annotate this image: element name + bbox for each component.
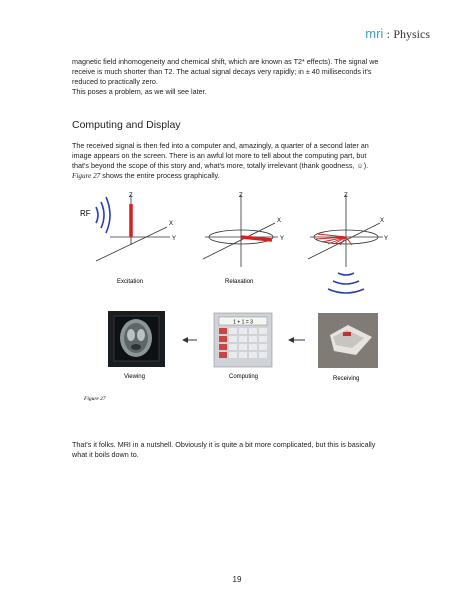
header-subtitle: Physics (393, 27, 430, 41)
section-line: image appears on the screen. There is an awful lot more to tell about the computing part, but (72, 151, 367, 160)
header-separator: : (386, 27, 390, 41)
intro-line: magnetic field inhomogeneity and chemical shift, which are known as T2* effects). The signal we (72, 57, 379, 66)
rf-wave-icon (96, 197, 110, 233)
intro-paragraph (72, 57, 402, 97)
page-number: 19 (232, 575, 242, 584)
figure-reference-link[interactable]: Figure 27 (72, 172, 101, 180)
brain-scan-image (108, 311, 165, 367)
axis-x-label: X (380, 218, 385, 224)
axis-x-label: X (169, 221, 174, 227)
axis-x-label: X (277, 218, 282, 224)
relaxation-axes (203, 195, 278, 267)
stage-label-viewing: Viewing (124, 374, 145, 380)
intro-line: This poses a problem, as we will see later. (72, 87, 207, 96)
axis-y-label: Y (280, 236, 285, 242)
closing-line: That's it folks. MRI in a nutshell. Obviously it is quite a bit more complicated, but this is basically (72, 440, 376, 449)
receiver-device-image (318, 313, 378, 368)
signal-wave-icon (328, 273, 364, 293)
axis-z-label: Z (239, 193, 243, 199)
axis-z-label: Z (129, 193, 133, 199)
stage-label-relaxation: Relaxation (225, 279, 254, 285)
stage-label-excitation: Excitation (117, 279, 144, 285)
axis-y-label: Y (384, 236, 389, 242)
section-heading: Computing and Display (72, 119, 181, 131)
closing-paragraph (72, 440, 402, 460)
page-header (365, 26, 430, 42)
header-brand: mri (365, 26, 384, 41)
axis-z-label: Z (344, 193, 348, 199)
figure-27 (0, 185, 474, 425)
intro-line: reduced to practically zero. (72, 77, 158, 86)
section-paragraph (72, 141, 402, 181)
closing-line: what it boils down to. (72, 450, 139, 459)
axis-y-label: Y (172, 236, 177, 242)
section-line (72, 171, 402, 181)
section-line: The received signal is then fed into a computer and, amazingly, a quarter of a second later an (72, 141, 369, 150)
section-line: that's beyond the scope of this story and, what's more, totally irrelevant (thank goodness, ☺). (72, 161, 369, 170)
rf-label: RF (80, 209, 91, 218)
section-line-rest: shows the entire process graphically. (100, 171, 220, 180)
figure-caption: Figure 27 (84, 396, 106, 402)
dephasing-axes (308, 195, 383, 267)
calculator-display: 1 + 1 = 3 (233, 319, 253, 326)
relaxing-vector (241, 237, 272, 240)
stage-label-computing: Computing (229, 374, 259, 380)
intro-line: receive is much shorter than T2. The actual signal decays very rapidly; in ± 40 milliseconds it's (72, 67, 372, 76)
stage-label-receiving: Receiving (333, 376, 360, 382)
